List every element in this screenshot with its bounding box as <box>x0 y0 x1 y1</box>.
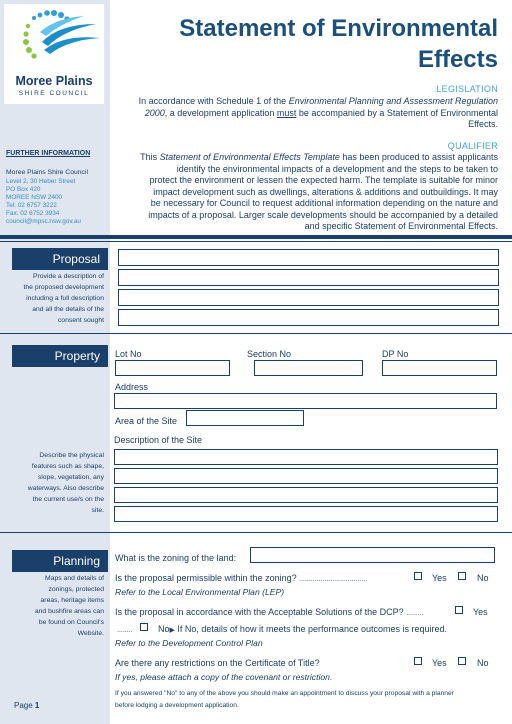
planning-note-1: Maps and details of <box>45 575 104 582</box>
qualifier-text <box>118 152 498 233</box>
legislation-must: must <box>276 107 297 118</box>
property-note <box>8 450 104 516</box>
planning-heading: Planning <box>12 550 108 572</box>
play-arrow-icon: ▶ <box>169 627 175 634</box>
property-heading: Property <box>12 345 108 367</box>
planning-note-5: be found on Council's <box>38 619 104 626</box>
area-label: Area of the Site <box>115 416 178 426</box>
permissible-question <box>115 573 367 583</box>
permissible-question-text: Is the proposal permissible within the zoning? <box>115 573 297 583</box>
description-field-3[interactable] <box>114 487 498 503</box>
proposal-divider <box>0 333 512 334</box>
property-note-4: waterways. Also describe <box>27 485 104 492</box>
legislation-text <box>118 96 498 131</box>
section-label: Section No <box>247 349 292 359</box>
council-logo <box>4 4 104 104</box>
dp-input[interactable] <box>382 360 497 376</box>
legislation-c: 2000 <box>144 107 165 118</box>
contact-line5: Fax: 02 6752 3934 <box>6 210 60 217</box>
area-input[interactable] <box>186 410 304 426</box>
contact-line1: Level 2, 30 Heber Street <box>6 178 76 185</box>
property-note-3: slope, vegetation, any <box>37 474 104 481</box>
logo-name: Moree Plains <box>15 74 93 88</box>
further-info-heading: FURTHER INFORMATION <box>6 150 91 157</box>
legislation-f: Effects. <box>468 119 498 129</box>
further-info-org: Moree Plains Shire Council <box>6 169 88 176</box>
header-divider-thick <box>0 235 512 239</box>
qualifier-intro: This <box>140 152 160 162</box>
dcp-dots: ......... <box>406 610 424 617</box>
dcp-no-label <box>158 624 447 634</box>
address-label: Address <box>115 382 149 392</box>
zoning-input[interactable] <box>250 547 495 563</box>
address-input[interactable] <box>114 393 497 409</box>
proposal-heading: Proposal <box>12 248 108 270</box>
qualifier-line1: has been produced to assist applicants <box>339 152 498 162</box>
qualifier-line3: protect the environment or lessen the expected harm. The template is suitable for minor <box>149 175 498 185</box>
legislation-a: In accordance with Schedule 1 of the <box>138 96 289 106</box>
header-divider-thin <box>0 241 512 242</box>
dcp-no-row <box>117 624 133 634</box>
page-value: 1 <box>34 701 40 710</box>
dcp-no-text: No <box>158 624 170 634</box>
description-field-2[interactable] <box>114 468 498 484</box>
legislation-b: Environmental Planning and Assessment Regulation <box>288 96 498 106</box>
lep-reference: Refer to the Local Environmental Plan (LEP) <box>115 587 285 597</box>
cot-question: Are there any restrictions on the Certificate of Title? <box>115 658 320 668</box>
contact-line4: Tel: 02 6757 3222 <box>6 202 57 209</box>
proposal-note-2: the proposed development <box>23 284 104 291</box>
property-note-5: the current use/s on the <box>32 496 104 503</box>
dp-label: DP No <box>382 349 409 359</box>
proposal-field-1[interactable] <box>118 249 499 266</box>
section-input[interactable] <box>254 360 363 376</box>
contact-line3: MOREE NSW 2400 <box>6 194 63 201</box>
planning-footer-line1: If you answered "No" to any of the above you should make an appointment to discuss your proposal with a planner <box>115 690 454 697</box>
qualifier-line7: and specific Statement of Environmental Effects. <box>304 221 498 231</box>
page-title-line2: Effects <box>417 46 498 73</box>
legislation-heading: LEGISLATION <box>436 84 498 94</box>
proposal-field-2[interactable] <box>118 269 499 286</box>
planning-note-3: areas, heritage items <box>40 597 104 604</box>
description-field-1[interactable] <box>114 449 498 465</box>
property-note-6: site. <box>91 507 104 514</box>
zoning-question: What is the zoning of the land: <box>115 553 237 563</box>
planning-note-2: zonings, protected <box>48 586 104 593</box>
lot-label: Lot No <box>115 349 142 359</box>
further-info-contact <box>6 178 81 226</box>
proposal-field-4[interactable] <box>118 309 499 326</box>
dcp-reference: Refer to the Development Control Plan <box>115 638 263 648</box>
qualifier-line6: impacts of a proposal. Larger scale developments should be accompanied by a detailed <box>148 209 498 220</box>
planning-footer-line2: before lodging a development application. <box>115 702 239 709</box>
dcp-yes-checkbox[interactable] <box>455 606 463 614</box>
page-label: Page <box>14 701 33 710</box>
dcp-question <box>115 607 424 617</box>
logo-subname: SHIRE COUNCIL <box>18 90 90 97</box>
qualifier-line4: impact development such as dwellings, alterations & additions and outbuildings. It may <box>153 186 498 197</box>
legislation-e: be accompanied by a Statement of Environmental <box>296 107 498 118</box>
contact-line2: PO Box 420 <box>6 186 41 193</box>
cot-no-label: No <box>477 658 489 668</box>
planning-note <box>8 573 104 639</box>
logo-swoosh-icon <box>4 4 104 74</box>
qualifier-intro-italic: Statement of Environmental Effects Template <box>159 152 340 162</box>
proposal-note-4: and all the details of the <box>32 306 104 313</box>
cot-yes-label: Yes <box>432 658 447 668</box>
contact-email: council@mpsc.nsw.gov.au <box>6 218 81 225</box>
description-label: Description of the Site <box>114 435 203 445</box>
dcp-yes-label: Yes <box>473 607 488 617</box>
planning-footer-note <box>115 688 507 712</box>
page-number <box>14 701 39 710</box>
permissible-dots: ................................... <box>299 576 368 583</box>
permissible-no-label: No <box>477 573 489 583</box>
proposal-note-1: Provide a description of <box>32 273 104 280</box>
permissible-yes-checkbox[interactable] <box>414 572 422 580</box>
qualifier-line5: be necessary for Council to request additional information depending on the nature and <box>150 198 498 208</box>
qualifier-heading: QUALIFIER <box>447 141 498 151</box>
planning-note-6: Website. <box>77 630 104 637</box>
qualifier-line2: identify the environmental impacts of a development and the steps to be taken to <box>176 163 498 174</box>
permissible-yes-label: Yes <box>432 573 447 583</box>
dcp-no-checkbox[interactable] <box>140 623 148 631</box>
property-note-2: features such as shape, <box>31 463 104 470</box>
dcp-no-dots: ........ <box>117 627 133 634</box>
permissible-no-checkbox[interactable] <box>458 572 466 580</box>
page-title-line1: Statement of Environmental <box>179 15 498 42</box>
proposal-field-3[interactable] <box>118 289 499 306</box>
cot-reference: If yes, please attach a copy of the covenant or restriction. <box>115 672 333 682</box>
dcp-followup: If No, details of how it meets the performance outcomes is required. <box>174 624 448 634</box>
property-note-1: Describe the physical <box>39 452 104 459</box>
proposal-note-3: including a full description <box>26 295 104 302</box>
description-field-4[interactable] <box>114 506 498 522</box>
proposal-note <box>8 271 104 326</box>
cot-yes-checkbox[interactable] <box>414 657 422 665</box>
proposal-note-5: consent sought <box>57 317 104 324</box>
lot-input[interactable] <box>115 360 230 376</box>
planning-note-4: and bushfire areas can <box>34 608 104 615</box>
cot-no-checkbox[interactable] <box>458 657 466 665</box>
dcp-question-text: Is the proposal in accordance with the Acceptable Solutions of the DCP? <box>115 607 404 617</box>
legislation-d: , a development application <box>164 107 277 118</box>
property-divider <box>0 532 512 533</box>
